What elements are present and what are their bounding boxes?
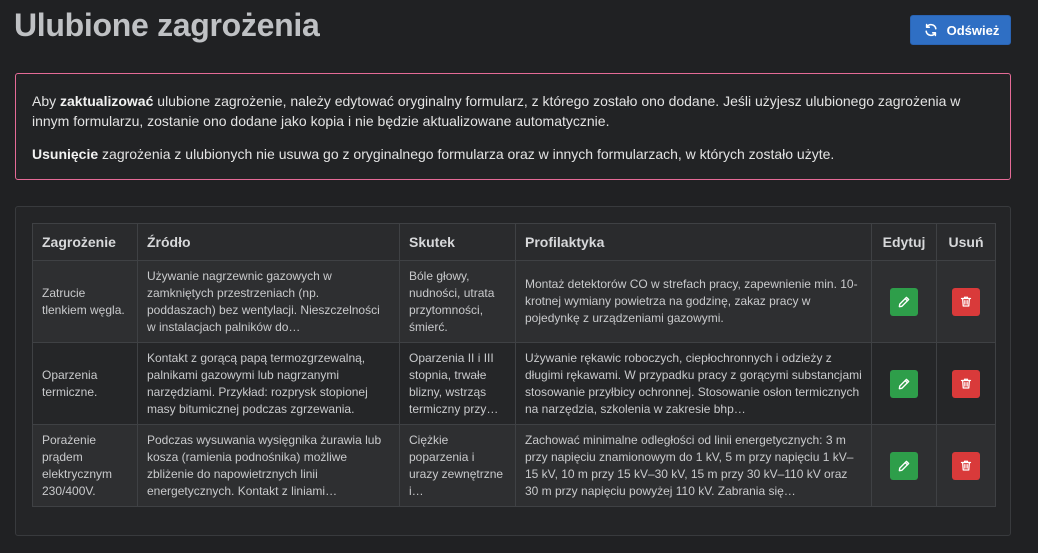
column-header-source: Źródło xyxy=(138,224,400,261)
cell-edit xyxy=(872,425,937,507)
cell-delete xyxy=(937,343,996,425)
cell-delete xyxy=(937,425,996,507)
pencil-icon xyxy=(898,296,910,308)
table-row xyxy=(33,261,996,343)
notice-paragraph-delete xyxy=(32,144,993,164)
refresh-label: Odśwież xyxy=(946,22,1000,38)
trash-icon xyxy=(960,377,972,390)
prevention-text: Montaż detektorów CO w strefach pracy, zapewnienie min. 10-krotnej wymiany powietrza na godzinę, zakaz pracy w pojedynkę z urządzeniami gazowymi. xyxy=(525,277,858,325)
info-notice xyxy=(15,73,1011,180)
trash-icon xyxy=(960,295,972,308)
cell-effect xyxy=(400,261,516,343)
cell-delete xyxy=(937,261,996,343)
column-header-hazard: Zagrożenie xyxy=(33,224,138,261)
delete-button[interactable] xyxy=(952,288,980,316)
effect-text: Oparzenia II i III stopnia, trwałe blizny, wstrząs termiczny przy… xyxy=(409,350,499,416)
effect-text: Ciężkie poparzenia i urazy zewnętrzne i… xyxy=(409,432,504,498)
refresh-icon xyxy=(924,23,938,37)
prevention-text: Zachować minimalne odległości od linii energetycznych: 3 m przy napięciu znamionowym do 1 kV, 5 m przy napięciu 1 kV–15 kV, 10 m przy 15 kV–30 kV, 15 m przy 30 kV–110 kV oraz 30 m przy napięciu powyżej 110 kV. Zabrania się… xyxy=(525,432,854,498)
favorites-table-card xyxy=(15,206,1011,536)
edit-button[interactable] xyxy=(890,370,918,398)
pencil-icon xyxy=(898,460,910,472)
hazard-text: Oparzenia termiczne. xyxy=(42,367,98,399)
cell-hazard xyxy=(33,343,138,425)
edit-button[interactable] xyxy=(890,288,918,316)
cell-effect xyxy=(400,343,516,425)
source-text: Używanie nagrzewnic gazowych w zamkniętych przestrzeniach (np. poddaszach) bez wentylacji. Nieszczelności w instalacjach palników do… xyxy=(147,268,380,334)
source-text: Podczas wysuwania wysięgnika żurawia lub kosza (ramienia podnośnika) możliwe zbliżenie do napowietrznych linii energetycznych. Kontakt z liniami… xyxy=(147,432,382,498)
cell-source xyxy=(138,261,400,343)
cell-prevention xyxy=(516,261,872,343)
notice-text: zagrożenia z ulubionych nie usuwa go z oryginalnego formularza oraz w innych formularzach, w których zostało użyte. xyxy=(98,146,835,162)
cell-prevention xyxy=(516,343,872,425)
column-header-prevention: Profilaktyka xyxy=(516,224,872,261)
column-header-effect: Skutek xyxy=(400,224,516,261)
prevention-text: Używanie rękawic roboczych, ciepłochronnych i odzieży z długimi rękawami. W przypadku pracy z gorącymi substancjami stosowanie przyłbicy ochronnej. Stosowanie osłon termicznych na narzędzia, szkolenia w zakresie bhp… xyxy=(525,350,862,416)
trash-icon xyxy=(960,459,972,472)
cell-source xyxy=(138,425,400,507)
table-row xyxy=(33,425,996,507)
cell-hazard xyxy=(33,261,138,343)
refresh-button[interactable] xyxy=(910,15,1011,45)
favorites-table xyxy=(32,223,996,507)
edit-button[interactable] xyxy=(890,452,918,480)
cell-source xyxy=(138,343,400,425)
column-header-delete: Usuń xyxy=(937,224,996,261)
delete-button[interactable] xyxy=(952,370,980,398)
cell-hazard xyxy=(33,425,138,507)
cell-edit xyxy=(872,261,937,343)
notice-text: Aby xyxy=(32,93,61,109)
notice-bold-update: zaktualizować xyxy=(60,93,154,109)
table-header-row xyxy=(33,224,996,261)
table-row xyxy=(33,343,996,425)
delete-button[interactable] xyxy=(952,452,980,480)
effect-text: Bóle głowy, nudności, utrata przytomności, śmierć. xyxy=(409,268,495,334)
hazard-text: Zatrucie tlenkiem węgla. xyxy=(42,285,125,317)
page-title: Ulubione zagrożenia xyxy=(14,7,320,43)
column-header-edit: Edytuj xyxy=(872,224,937,261)
cell-effect xyxy=(400,425,516,507)
notice-bold-delete: Usunięcie xyxy=(32,146,99,162)
notice-text: ulubione zagrożenie, należy edytować oryginalny formularz, z którego zostało ono dodane. Jeśli użyjesz ulubionego zagrożenia w innym formularzu, zostanie ono dodane jako kopia i nie będzie aktualizowane automatycznie. xyxy=(32,93,961,129)
pencil-icon xyxy=(898,378,910,390)
cell-edit xyxy=(872,343,937,425)
cell-prevention xyxy=(516,425,872,507)
notice-paragraph-update xyxy=(32,91,993,131)
source-text: Kontakt z gorącą papą termozgrzewalną, palnikami gazowymi lub nagrzanymi narzędziami. Przykład: rozprysk stopionej masy bitumicznej podczas zgrzewania. xyxy=(147,350,368,416)
hazard-text: Porażenie prądem elektrycznym 230/400V. xyxy=(42,432,113,498)
